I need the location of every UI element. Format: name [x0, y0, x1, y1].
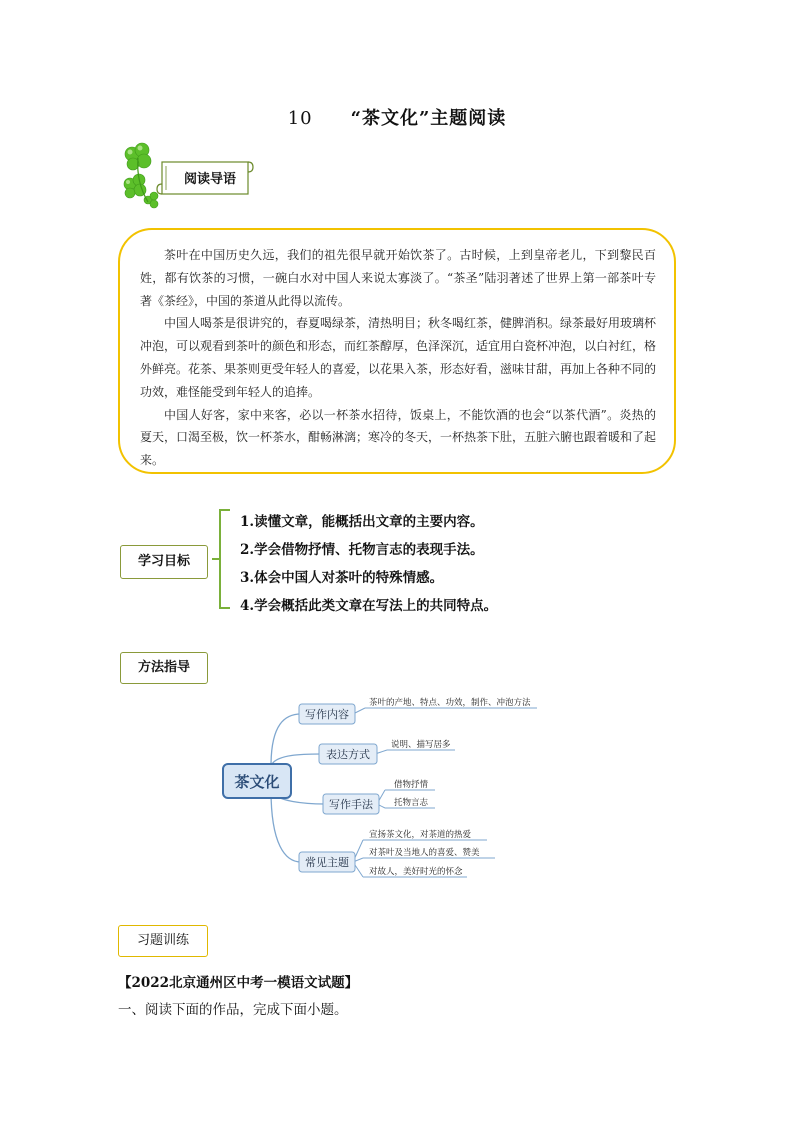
method-guide-label: 方法指导 [120, 652, 208, 684]
mindmap-leaf: 茶叶的产地、特点、功效，制作、冲泡方法 [369, 698, 531, 708]
intro-paragraph: 中国人喝茶是很讲究的，春夏喝绿茶，清热明目；秋冬喝红茶，健脾消积。绿茶最好用玻璃杯冲泡，可以观看到茶叶的颜色和形态，而红茶醇厚，色泽深沉，适宜用白瓷杯冲泡，以白衬红，格外鲜亮。花茶、果茶则更受年轻人的喜爱，以花果入茶，形态好看，滋味甘甜，再加上各种不同的功效，难怪能受到年轻人的追捧。 [140, 316, 657, 399]
intro-text [140, 244, 656, 472]
mindmap-branch-label: 写作手法 [329, 798, 373, 811]
mindmap-branch-label: 常见主题 [305, 856, 349, 869]
goal-item: 2.学会借物抒情、托物言志的表现手法。 [240, 542, 484, 558]
mindmap-leaf: 对茶叶及当地人的喜爱、赞美 [369, 848, 480, 858]
intro-paragraph: 中国人好客，家中来客，必以一杯茶水招待，饭桌上，不能饮酒的也会“以茶代酒”。炎热的夏天，口渴至极，饮一杯茶水，酣畅淋漓；寒冷的冬天，一杯热茶下肚，五脏六腑也跟着暖和了起来。 [140, 407, 657, 468]
mindmap-leaf: 托物言志 [394, 798, 429, 808]
mindmap-center-label: 茶文化 [234, 773, 280, 791]
lesson-number: 10 [287, 108, 313, 129]
goal-item: 4.学会概括此类文章在写法上的共同特点。 [240, 598, 498, 614]
intro-paragraph: 茶叶在中国历史久远，我们的祖先很早就开始饮茶了。古时候，上到皇帝老儿，下到黎民百姓，都有饮茶的习惯，一碗白水对中国人来说太寡淡了。“茶圣”陆羽著述了世界上第一部茶叶专著《茶经》，中国的茶道从此得以流传。 [140, 248, 656, 308]
practice-label: 习题训练 [118, 925, 208, 957]
goals-bracket [210, 508, 234, 610]
mindmap-leaf: 对故人，美好时光的怀念 [369, 867, 463, 877]
mindmap-connector [271, 714, 301, 766]
goal-item: 1.读懂文章，能概括出文章的主要内容。 [240, 514, 484, 530]
question-instruction: 一、阅读下面的作品，完成下面小题。 [118, 1002, 348, 1018]
reading-guide-label: 阅读导语 [183, 172, 236, 187]
mindmap-leaf: 宣扬茶文化，对茶道的热爱 [369, 830, 472, 840]
mindmap-connector [271, 790, 301, 862]
goal-item: 3.体会中国人对茶叶的特殊情感。 [240, 570, 444, 586]
mindmap-branch-label: 写作内容 [305, 708, 349, 721]
mindmap-leaf: 说明、描写居多 [391, 740, 451, 750]
page-title [0, 104, 794, 130]
learning-goals-label: 学习目标 [120, 545, 208, 579]
exam-source: 【2022北京通州区中考一模语文试题】 [118, 975, 359, 991]
mindmap-branch-label: 表达方式 [326, 748, 370, 761]
tea-culture-mindmap [215, 694, 555, 884]
mindmap-leaf: 借物抒情 [394, 780, 429, 790]
lesson-title: “茶文化”主题阅读 [350, 108, 507, 129]
